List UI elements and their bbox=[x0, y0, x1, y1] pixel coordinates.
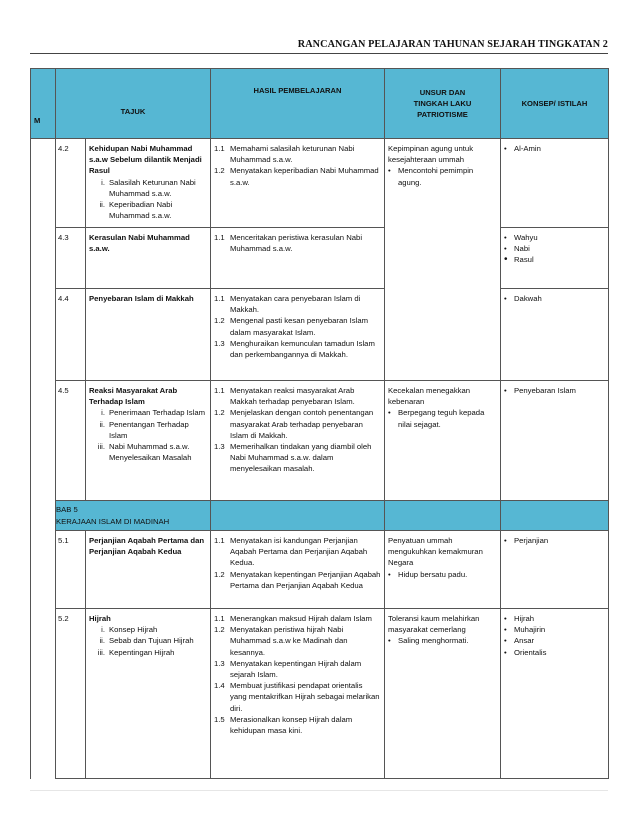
chapter-empty-cell bbox=[501, 501, 609, 531]
topic-cell bbox=[86, 289, 211, 381]
outcome-item: 1.4 Membuat justifikasi pendapat orientalis yang mentakrifkan Hijrah sebagai melarikan diri. bbox=[214, 681, 380, 713]
bullet-icon: • bbox=[504, 144, 507, 153]
topic-title: Reaksi Masyarakat Arab Terhadap Islam bbox=[89, 386, 178, 407]
outcome-item: 1.3 Menyatakan kepentingan Hijrah dalam sejarah Islam. bbox=[214, 658, 362, 680]
concept-item: • Perjanjian bbox=[504, 536, 549, 545]
concept-item: • Ansar bbox=[504, 636, 535, 646]
topic-title: Penyebaran Islam di Makkah bbox=[89, 294, 194, 303]
concept-item: • Nabi bbox=[504, 244, 530, 254]
topic-cell bbox=[86, 381, 211, 501]
outcome-item: 1.1 Memahami salasilah keturunan Nabi Muhammad s.a.w. bbox=[214, 144, 355, 165]
outcome-item: 1.1 Menerangkan maksud Hijrah dalam Islam bbox=[214, 614, 372, 623]
concept-item: • Muhajirin bbox=[504, 625, 546, 635]
values-cell bbox=[385, 139, 501, 381]
topic-number: 4.4 bbox=[56, 289, 86, 381]
bullet-icon: • bbox=[504, 254, 508, 266]
bullet-icon: • bbox=[504, 233, 507, 242]
chapter-empty-cell bbox=[385, 501, 501, 531]
concept-item: • Hijrah bbox=[504, 614, 535, 623]
m-column-cell bbox=[31, 139, 56, 779]
concepts-cell bbox=[501, 381, 609, 501]
outcomes-cell bbox=[211, 531, 385, 609]
values-text: Kepimpinan agung untuk kesejahteraan ummah bbox=[388, 144, 474, 165]
outcome-item: 1.2 Menyatakan peristiwa hijrah Nabi Muhammad s.a.w ke Madinah dan kesannya. bbox=[214, 625, 348, 657]
concept-item: • Wahyu bbox=[504, 233, 538, 242]
outcome-item: 1.1 Menyatakan cara penyebaran Islam di Makkah. bbox=[214, 294, 361, 315]
topic-number: 4.2 bbox=[56, 139, 86, 228]
outcome-item: 1.1 Menceritakan peristiwa kerasulan Nabi Muhammad s.a.w. bbox=[214, 233, 363, 254]
subtopic-item: ii. Sebab dan Tujuan Hijrah bbox=[99, 636, 194, 646]
outcome-item: 1.1 Menyatakan reaksi masyarakat Arab Makkah terhadap penyebaran Islam. bbox=[214, 386, 355, 407]
values-text: Penyatuan ummah mengukuhkan kemakmuran Negara bbox=[388, 536, 483, 568]
topic-title: Kehidupan Nabi Muhammad s.a.w Sebelum dilantik Menjadi Rasul bbox=[89, 144, 202, 176]
outcome-item: 1.2 Menyatakan kepentingan Perjanjian Aqabah Pertama dan Perjanjian Aqabah Kedua bbox=[214, 569, 381, 590]
bullet-icon: • bbox=[504, 244, 507, 254]
page-header: RANCANGAN PELAJARAN TAHUNAN SEJARAH TINGKATAN 2 bbox=[30, 38, 608, 54]
outcome-item: 1.2 Menjelaskan dengan contoh penentangan masyarakat Arab terhadap penyebaran Islam di Makkah. bbox=[214, 408, 374, 440]
topic-cell bbox=[86, 609, 211, 779]
topic-title: Hijrah bbox=[89, 614, 111, 623]
subtopic-item: ii. Keperibadian Nabi Muhammad s.a.w. bbox=[99, 200, 173, 221]
bullet-icon: • bbox=[504, 386, 507, 395]
values-cell bbox=[385, 609, 501, 779]
lesson-plan-table bbox=[30, 68, 609, 779]
outcome-item: 1.3 Memerihalkan tindakan yang diambil oleh Nabi Muhammad s.a.w. dalam menyelesaikan masalah. bbox=[214, 442, 372, 474]
concepts-cell bbox=[501, 139, 609, 228]
concepts-cell bbox=[501, 531, 609, 609]
table-row bbox=[31, 531, 609, 609]
bullet-icon: • bbox=[504, 625, 507, 635]
table-row bbox=[31, 609, 609, 779]
values-bullet: • Saling menghormati. bbox=[388, 636, 469, 646]
outcomes-cell bbox=[211, 228, 385, 289]
values-text: Kecekalan menegakkan kebenaran bbox=[388, 386, 471, 407]
chapter-title: KERAJAAN ISLAM DI MADINAH bbox=[56, 516, 170, 526]
column-header-tajuk: TAJUK bbox=[56, 69, 211, 139]
values-bullet: • Mencontohi pemimpin agung. bbox=[388, 166, 474, 187]
subtopic-list bbox=[89, 407, 207, 463]
topic-number: 5.2 bbox=[56, 609, 86, 779]
chapter-label: BAB 5 bbox=[56, 505, 78, 515]
concepts-cell bbox=[501, 609, 609, 779]
outcome-item: 1.5 Merasionalkan konsep Hijrah dalam kehidupan masa kini. bbox=[214, 714, 353, 736]
subtopic-item: i. Salasilah Keturunan Nabi Muhammad s.a.w. bbox=[101, 177, 196, 198]
outcomes-cell bbox=[211, 609, 385, 779]
subtopic-item: i. Penerimaan Terhadap Islam bbox=[101, 408, 206, 418]
subtopic-item: ii. Penentangan Terhadap Islam bbox=[99, 419, 189, 440]
outcomes-cell bbox=[211, 139, 385, 228]
topic-title: Perjanjian Aqabah Pertama dan Perjanjian Aqabah Kedua bbox=[89, 536, 205, 557]
table-row bbox=[31, 289, 609, 381]
bullet-icon: • bbox=[388, 569, 391, 579]
bullet-icon: • bbox=[504, 614, 507, 623]
topic-title: Kerasulan Nabi Muhammad s.a.w. bbox=[89, 233, 190, 254]
outcomes-cell bbox=[211, 289, 385, 381]
table-row bbox=[31, 228, 609, 289]
concept-item: • Dakwah bbox=[504, 294, 542, 303]
bullet-icon: • bbox=[504, 636, 507, 646]
table-row bbox=[31, 139, 609, 228]
subtopic-list bbox=[89, 177, 207, 222]
subtopic-item: i. Konsep Hijrah bbox=[101, 625, 158, 635]
subtopic-item: iii. Nabi Muhammad s.a.w. Menyelesaikan Masalah bbox=[97, 442, 192, 463]
outcome-item: 1.2 Mengenal pasti kesan penyebaran Islam dalam masyarakat Islam. bbox=[214, 316, 369, 337]
subtopic-item: iii. Kepentingan Hijrah bbox=[97, 647, 175, 657]
concept-item: • Orientalis bbox=[504, 647, 547, 657]
bullet-icon: • bbox=[504, 294, 507, 303]
table-header-row bbox=[31, 69, 609, 139]
column-header-hasil: HASIL PEMBELAJARAN bbox=[211, 69, 385, 139]
values-text: Toleransi kaum melahirkan masyarakat cemerlang bbox=[388, 614, 480, 635]
concept-item: • Penyebaran Islam bbox=[504, 386, 576, 395]
chapter-cell bbox=[56, 501, 211, 531]
values-cell bbox=[385, 531, 501, 609]
outcomes-cell bbox=[211, 381, 385, 501]
table-row bbox=[31, 381, 609, 501]
bullet-icon: • bbox=[504, 536, 507, 545]
values-bullet: • Hidup bersatu padu. bbox=[388, 569, 468, 579]
concept-item: • Al-Amin bbox=[504, 144, 541, 153]
chapter-empty-cell bbox=[211, 501, 385, 531]
outcome-item: 1.3 Menghuraikan kemunculan tamadun Islam dan perkembangannya di Makkah. bbox=[214, 338, 375, 360]
subtopic-list bbox=[89, 624, 207, 658]
footer-divider bbox=[30, 790, 608, 791]
concept-item: • Rasul bbox=[504, 254, 534, 266]
topic-cell bbox=[86, 531, 211, 609]
values-cell bbox=[385, 381, 501, 501]
outcome-item: 1.1 Menyatakan isi kandungan Perjanjian Aqabah Pertama dan Perjanjian Aqabah Kedua. bbox=[214, 536, 368, 568]
outcome-item: 1.2 Menyatakan keperibadian Nabi Muhammad s.a.w. bbox=[214, 166, 379, 187]
bullet-icon: • bbox=[388, 408, 391, 418]
topic-number: 4.5 bbox=[56, 381, 86, 501]
bullet-icon: • bbox=[388, 166, 391, 176]
concepts-cell bbox=[501, 289, 609, 381]
topic-number: 5.1 bbox=[56, 531, 86, 609]
column-header-unsur: UNSUR DAN TINGKAH LAKU PATRIOTISME bbox=[385, 69, 501, 139]
values-bullet: • Berpegang teguh kepada nilai sejagat. bbox=[388, 408, 485, 429]
topic-number: 4.3 bbox=[56, 228, 86, 289]
column-header-m: M bbox=[31, 69, 56, 139]
bullet-icon: • bbox=[504, 647, 507, 657]
topic-cell bbox=[86, 228, 211, 289]
topic-cell bbox=[86, 139, 211, 228]
bullet-icon: • bbox=[388, 636, 391, 646]
chapter-row bbox=[31, 501, 609, 531]
column-header-konsep: KONSEP/ ISTILAH bbox=[501, 69, 609, 139]
concepts-cell bbox=[501, 228, 609, 289]
